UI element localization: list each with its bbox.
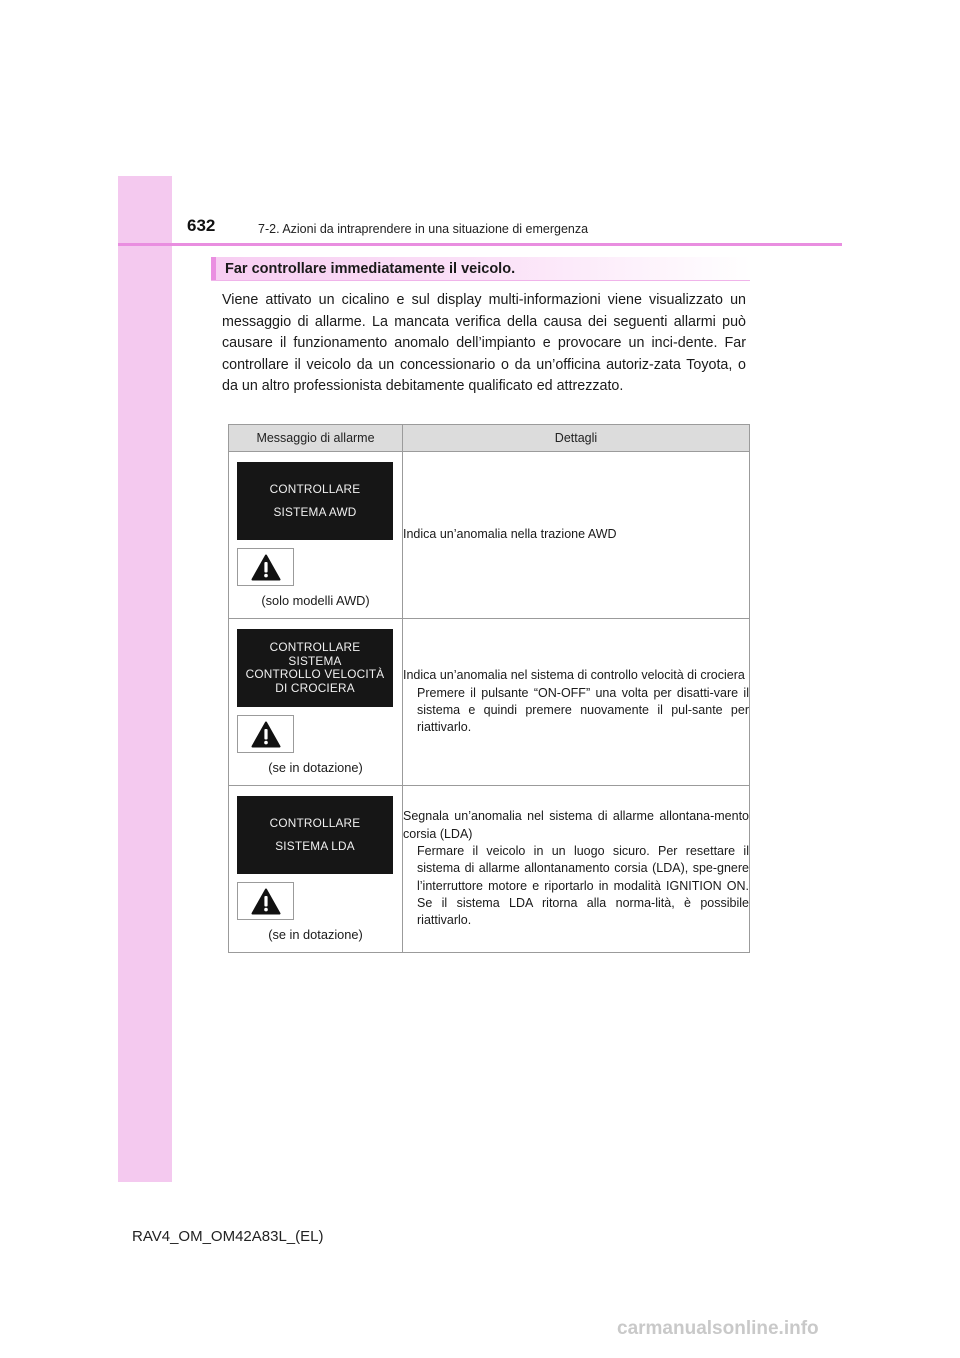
- details-cell: [403, 452, 750, 619]
- column-header-details: Dettagli: [403, 425, 750, 452]
- header-divider: [118, 243, 842, 246]
- display-line: CONTROLLARE: [269, 481, 361, 496]
- message-display: [237, 629, 393, 707]
- watermark: carmanualsonline.info: [617, 1318, 819, 1339]
- display-line: DI CROCIERA: [275, 680, 355, 695]
- message-display: [237, 462, 393, 540]
- display-line: CONTROLLARE: [269, 815, 361, 830]
- column-header-message: Messaggio di allarme: [229, 425, 403, 452]
- page-number: 632: [187, 216, 216, 235]
- manual-code: RAV4_OM_OM42A83L_(EL): [132, 1228, 324, 1245]
- detail-instruction: Premere il pulsante “ON-OFF” una volta per disatti-vare il sistema e quindi premere nuovamente il pul-sante per riattivarlo.: [417, 685, 749, 735]
- details-cell: [403, 619, 750, 786]
- display-line: CONTROLLO VELOCITÀ: [245, 667, 385, 681]
- availability-caption: (solo modelli AWD): [261, 593, 370, 608]
- table-row: [229, 619, 750, 786]
- detail-description: Indica un’anomalia nel sistema di controllo velocità di crociera: [403, 668, 745, 683]
- availability-caption: (se in dotazione): [268, 760, 363, 775]
- availability-caption: (se in dotazione): [268, 927, 363, 942]
- warning-triangle-icon: [237, 715, 294, 753]
- intro-paragraph: Viene attivato un cicalino e sul display multi-informazioni viene visualizzato un messaggio di allarme. La mancata verifica della causa dei seguenti allarmi può causare il funzionamento anomalo dell’impianto e provocare un inci-dente. Far controllare il veicolo da un concessionario o da un’officina autoriz-zata Toyota, o da un altro professionista debitamente qualificato ed attrezzato.: [222, 292, 746, 395]
- message-display: [237, 796, 393, 874]
- display-line: CONTROLLARE: [269, 640, 361, 654]
- section-heading-bar: [211, 257, 750, 281]
- detail-description: Indica un’anomalia nella trazione AWD: [403, 527, 617, 542]
- display-line: SISTEMA AWD: [273, 505, 357, 519]
- chapter-title: 7-2. Azioni da intraprendere in una situazione di emergenza: [258, 222, 589, 236]
- warning-triangle-icon: [237, 548, 294, 586]
- side-color-strip: [118, 176, 172, 1182]
- detail-description: Segnala un’anomalia nel sistema di allarme allontana-mento corsia (LDA): [403, 809, 749, 841]
- table-row: [229, 786, 750, 953]
- display-line: SISTEMA LDA: [275, 839, 355, 853]
- display-line: SISTEMA: [288, 653, 342, 668]
- section-title: Far controllare immediatamente il veicolo.: [225, 261, 516, 277]
- message-cell: [229, 452, 403, 619]
- table-header-row: [229, 425, 750, 452]
- detail-instruction: Fermare il veicolo in un luogo sicuro. Per resettare il sistema di allarme allontanamento corsia (LDA), spe-gnere l’interruttore motore e riportarlo in modalità IGNITION ON. Se il sistema LDA ritorna alla norma-lità, è possibile riattivarlo.: [417, 844, 749, 928]
- details-cell: [403, 786, 750, 953]
- warning-triangle-icon: [237, 882, 294, 920]
- message-cell: [229, 619, 403, 786]
- message-cell: [229, 786, 403, 953]
- table-row: [229, 452, 750, 619]
- warning-messages-table: [228, 424, 750, 953]
